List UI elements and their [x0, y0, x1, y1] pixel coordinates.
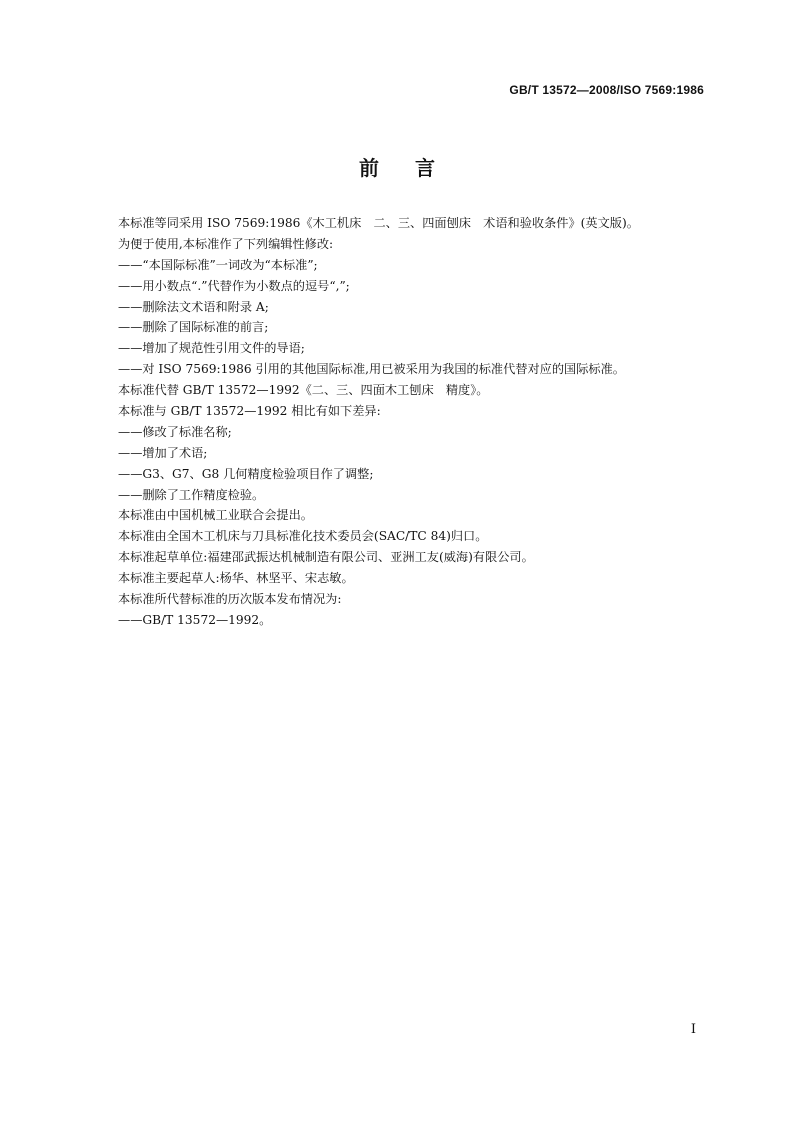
standard-code-header: GB/T 13572—2008/ISO 7569:1986 [509, 83, 704, 97]
body-line: ——用小数点“.”代替作为小数点的逗号“,”; [118, 278, 350, 293]
body-line: ——删除了工作精度检验。 [118, 487, 265, 502]
body-line: ——增加了规范性引用文件的导语; [118, 341, 305, 356]
body-line: 本标准由中国机械工业联合会提出。 [118, 508, 313, 523]
body-line: 本标准所代替标准的历次版本发布情况为: [118, 592, 342, 607]
body-line: ——G3、G7、G8 几何精度检验项目作了调整; [118, 466, 374, 481]
body-line: 为便于使用,本标准作了下列编辑性修改: [118, 236, 334, 251]
body-line: 本标准等同采用 ISO 7569:1986《木工机床 二、三、四面刨床 术语和验收条件》(英文版)。 [118, 216, 639, 230]
foreword-body [118, 213, 708, 631]
body-line: 本标准与 GB/T 13572—1992 相比有如下差异: [118, 404, 381, 419]
body-line: 本标准代替 GB/T 13572—1992《二、三、四面木工刨床 精度》。 [118, 383, 489, 398]
body-line: ——增加了术语; [118, 445, 208, 460]
body-line: ——“本国际标准”一词改为“本标准”; [118, 257, 318, 272]
body-line: 本标准由全国木工机床与刀具标准化技术委员会(SAC/TC 84)归口。 [118, 529, 488, 544]
body-line: ——删除法文术语和附录 A; [118, 299, 269, 314]
body-line: ——GB/T 13572—1992。 [118, 612, 272, 627]
body-line: ——删除了国际标准的前言; [118, 320, 269, 335]
page-number: I [690, 1022, 696, 1037]
page-title: 前言 [359, 156, 471, 180]
body-line: 本标准主要起草人:杨华、林坚平、宋志敏。 [118, 571, 354, 586]
body-line: 本标准起草单位:福建邵武振达机械制造有限公司、亚洲工友(威海)有限公司。 [118, 550, 534, 565]
body-line: ——对 ISO 7569:1986 引用的其他国际标准,用已被采用为我国的标准代替对应的国际标准。 [118, 362, 625, 377]
body-line: ——修改了标准名称; [118, 424, 232, 439]
